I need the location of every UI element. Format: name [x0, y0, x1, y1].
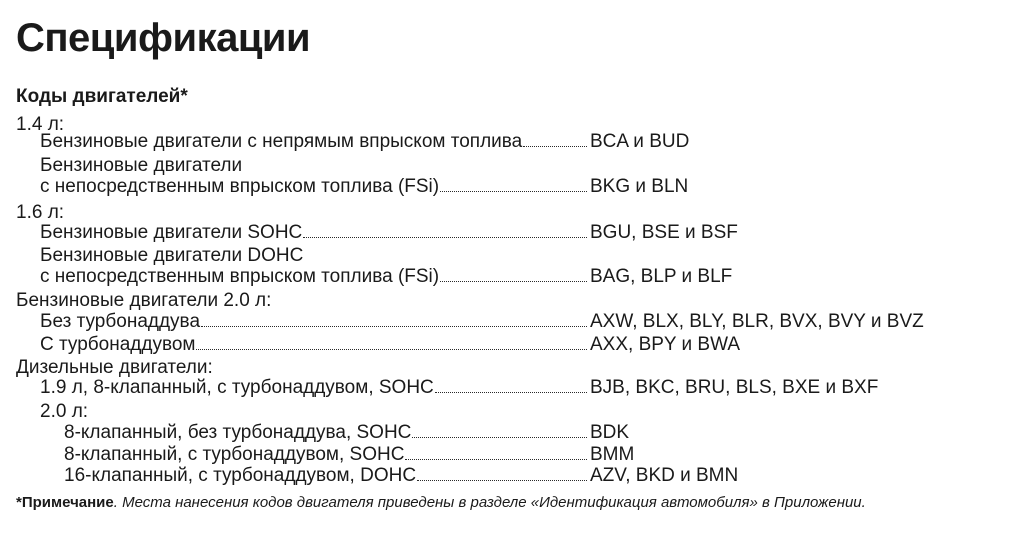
group-label-1-6: 1.6 л:	[16, 202, 65, 223]
dot-leader	[523, 146, 587, 147]
footnote-marker: *	[16, 494, 22, 511]
group-label-diesel: Дизельные двигатели:	[16, 357, 213, 378]
group-label-1-4: 1.4 л:	[16, 114, 65, 135]
group-label-diesel-2-0: 2.0 л:	[40, 401, 89, 422]
entry-label: с непосредственным впрыском топлива (FSi)	[40, 176, 440, 197]
spec-entry	[40, 222, 738, 244]
entry-value: BCA и BUD	[590, 131, 690, 152]
entry-value: AXX, BPY и BWA	[590, 334, 740, 355]
dot-leader	[303, 237, 587, 238]
spec-entry	[40, 377, 879, 399]
entry-value: BAG, BLP и BLF	[590, 266, 733, 287]
entry-label: 8-клапанный, без турбонаддува, SOHC	[64, 422, 412, 443]
entry-label: С турбонаддувом	[40, 334, 196, 355]
entry-value: BJB, BKC, BRU, BLS, BXE и BXF	[590, 377, 879, 398]
entry-label: с непосредственным впрыском топлива (FSi)	[40, 266, 440, 287]
dot-leader	[417, 480, 587, 481]
footnote-text: . Места нанесения кодов двигателя приведены в разделе «Идентификация автомобиля» в Приложении.	[113, 494, 866, 511]
dot-leader	[440, 191, 587, 192]
entry-label: 1.9 л, 8-клапанный, с турбонаддувом, SOHC	[40, 377, 434, 398]
entry-value: BGU, BSE и BSF	[590, 222, 738, 243]
dot-leader	[412, 437, 587, 438]
entry-value: AZV, BKD и BMN	[590, 465, 739, 486]
section-title: Коды двигателей*	[16, 86, 188, 107]
spec-entry	[64, 444, 635, 466]
dot-leader	[201, 326, 587, 327]
spec-entry	[64, 465, 739, 487]
entry-label: 16-клапанный, с турбонаддувом, DOHC	[64, 465, 417, 486]
footnote-label: Примечание	[21, 494, 114, 511]
entry-label: 8-клапанный, с турбонаддувом, SOHC	[64, 444, 405, 465]
entry-value: BDK	[590, 422, 630, 443]
entry-label-line: Бензиновые двигатели	[40, 155, 243, 176]
entry-value: BMM	[590, 444, 635, 465]
entry-label: Без турбонаддува	[40, 311, 201, 332]
spec-entry	[40, 176, 689, 198]
dot-leader	[196, 349, 587, 350]
spec-entry	[40, 131, 690, 153]
entry-label: Бензиновые двигатели с непрямым впрыском топлива	[40, 131, 523, 152]
entry-value: BKG и BLN	[590, 176, 689, 197]
spec-entry	[40, 311, 924, 333]
group-label-2-0-petrol: Бензиновые двигатели 2.0 л:	[16, 290, 272, 311]
spec-entry	[64, 422, 630, 444]
entry-value: AXW, BLX, BLY, BLR, BVX, BVY и BVZ	[590, 311, 924, 332]
page-title: Спецификации	[16, 16, 311, 60]
entry-label: Бензиновые двигатели SOHC	[40, 222, 303, 243]
spec-entry	[40, 334, 740, 356]
entry-label-line: Бензиновые двигатели DOHC	[40, 245, 304, 266]
footnote	[16, 493, 1022, 513]
dot-leader	[440, 281, 587, 282]
spec-entry	[40, 266, 733, 288]
dot-leader	[405, 459, 587, 460]
dot-leader	[435, 392, 587, 393]
